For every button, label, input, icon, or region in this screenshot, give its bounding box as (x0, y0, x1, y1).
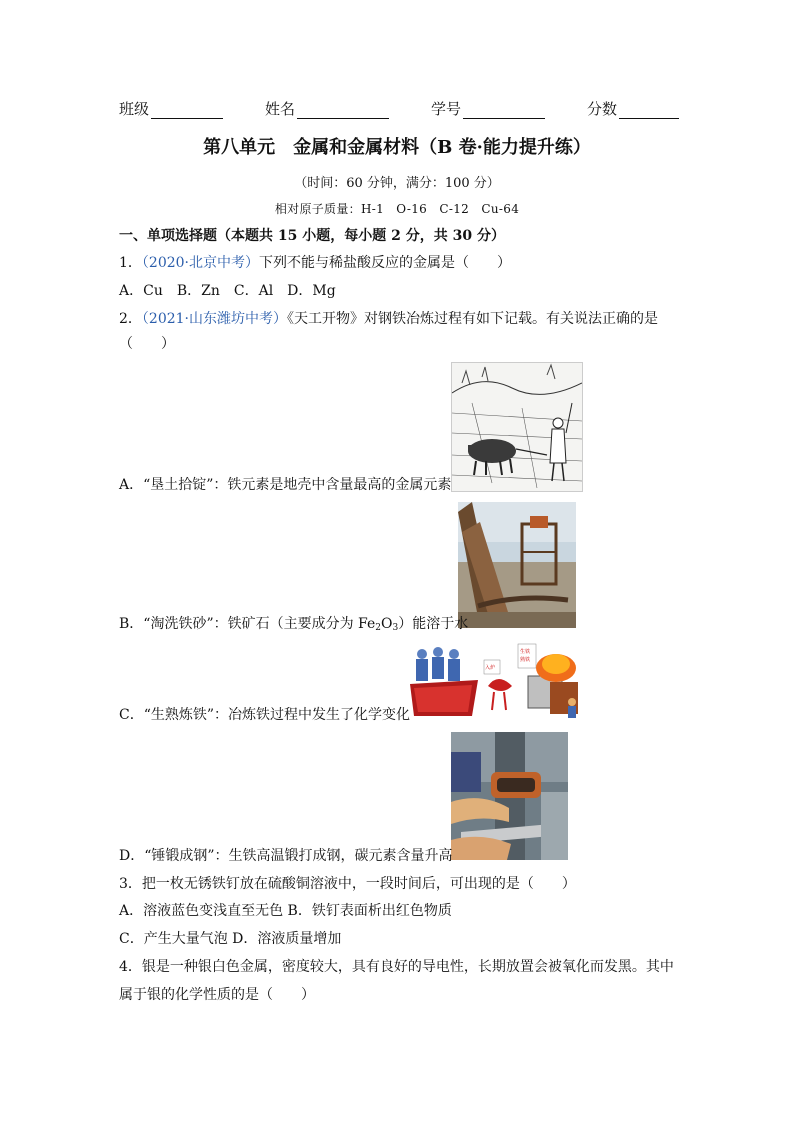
class-blank[interactable] (151, 102, 223, 119)
atomic-mass-info: 相对原子质量：H-1 O-16 C-12 Cu-64 (274, 202, 520, 216)
student-id-field[interactable] (431, 98, 545, 119)
question-1 (119, 253, 511, 273)
question-stem: 下列不能与稀盐酸反应的金属是（ ） (259, 255, 512, 271)
option-b-text: O (381, 616, 393, 632)
question-number: 2． (119, 311, 142, 327)
name-blank[interactable] (297, 102, 389, 119)
student-id-label: 学号 (430, 100, 461, 118)
score-blank[interactable] (619, 102, 679, 119)
score-field[interactable] (587, 98, 679, 119)
iron-label-1: 生铁 (520, 649, 531, 655)
question-2-option-a: A．“垦土拾锭”：铁元素是地壳中含量最高的金属元素 (119, 477, 452, 493)
furnace-label: 入炉 (485, 665, 496, 671)
section-heading: 一、单项选择题（本题共 15 小题，每小题 2 分，共 30 分） (119, 228, 505, 244)
ore-washing-photo (458, 502, 576, 628)
question-stem: 《天工开物》对钢铁冶炼过程有如下记载。有关说法正确的是 (287, 311, 659, 327)
question-1-options: A．Cu B．Zn C．Al D．Mg (119, 283, 336, 299)
name-field[interactable] (265, 98, 389, 119)
plowing-illustration (451, 362, 583, 492)
question-2 (119, 309, 658, 329)
iron-label-2: 熟铁 (520, 657, 531, 663)
student-id-blank[interactable] (463, 102, 545, 119)
question-4: 4．银是一种银白色金属，密度较大，具有良好的导电性，长期放置会被氧化而发黑。其中 (119, 959, 674, 975)
student-info-row (119, 98, 679, 119)
question-4-continued: 属于银的化学性质的是（ ） (119, 987, 315, 1003)
subscript: 3 (392, 623, 399, 633)
option-b-text: B．“淘洗铁砂”：铁矿石（主要成分为 Fe (119, 616, 376, 632)
forging-photo (451, 732, 568, 860)
option-b-text: ）能溶于水 (398, 616, 469, 632)
class-field[interactable] (119, 98, 223, 119)
question-2-option-d: D．“锤锻成钢”：生铁高温锻打成钢，碳元素含量升高 (119, 848, 453, 864)
name-label: 姓名 (264, 100, 295, 118)
class-label: 班级 (119, 100, 150, 118)
question-2-option-c: C．“生熟炼铁”：冶炼铁过程中发生了化学变化 (119, 707, 411, 723)
question-3-options-row1: A．溶液蓝色变浅直至无色 B．铁钉表面析出红色物质 (119, 903, 452, 919)
score-label: 分数 (586, 100, 617, 118)
question-3: 3．把一枚无锈铁钉放在硫酸铜溶液中，一段时间后，可出现的是（ ） (119, 876, 576, 892)
page-title: 第八单元 金属和金属材料（B 卷·能力提升练） (203, 137, 591, 158)
smelting-illustration (408, 642, 582, 718)
question-2-option-b (119, 614, 468, 638)
question-number: 1． (119, 255, 142, 271)
question-2-paren: （ ） (119, 336, 175, 352)
question-source: （2021·山东潍坊中考） (141, 311, 288, 327)
subscript: 2 (375, 623, 382, 633)
question-source: （2020·北京中考） (141, 255, 260, 271)
question-3-options-row2: C．产生大量气泡 D．溶液质量增加 (119, 931, 342, 947)
time-info: （时间：60 分钟，满分：100 分） (294, 176, 500, 191)
